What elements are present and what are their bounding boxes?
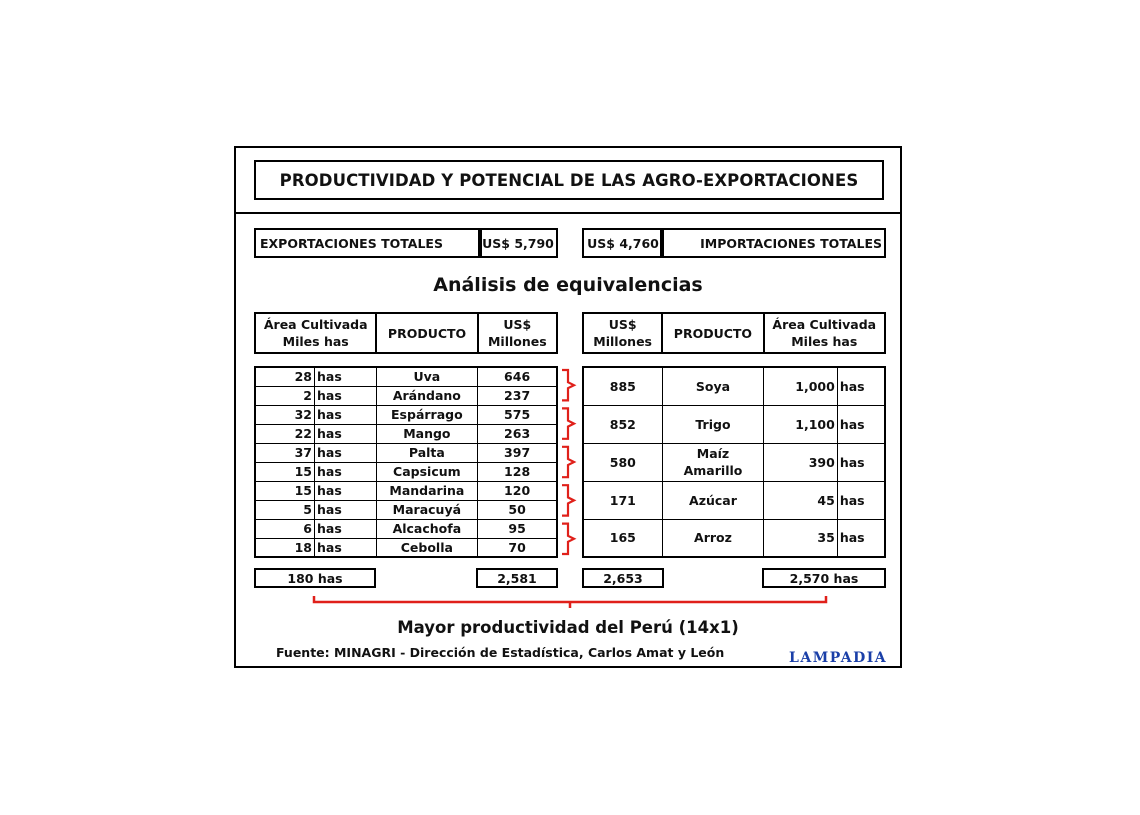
table-row xyxy=(255,519,557,538)
usd-value: 575 xyxy=(478,405,557,424)
product-name: Espárrago xyxy=(376,405,478,424)
usd-value: 95 xyxy=(478,519,557,538)
usd-value: 50 xyxy=(478,500,557,519)
table-row xyxy=(255,424,557,443)
imports-header xyxy=(582,312,886,354)
exports-header xyxy=(254,312,558,354)
product-name: Arándano xyxy=(376,386,478,405)
usd-header xyxy=(583,313,662,353)
group-brackets xyxy=(560,366,580,558)
area-unit: has xyxy=(314,481,376,500)
area-unit: has xyxy=(314,519,376,538)
area-unit: has xyxy=(837,405,885,443)
product-name: Cebolla xyxy=(376,538,478,557)
usd-value: 128 xyxy=(478,462,557,481)
product-name: Maíz Amarillo xyxy=(662,443,764,481)
export-area-total: 180 has xyxy=(254,568,376,588)
area-value: 5 xyxy=(255,500,314,519)
area-header-line1: Área Cultivada xyxy=(772,317,877,332)
usd-value: 237 xyxy=(478,386,557,405)
area-value: 15 xyxy=(255,481,314,500)
table-row xyxy=(583,481,885,519)
imports-total-value: US$ 4,760 xyxy=(582,228,664,258)
table-row xyxy=(255,462,557,481)
area-unit: has xyxy=(314,538,376,557)
table-row xyxy=(255,405,557,424)
table-row xyxy=(255,481,557,500)
subtitle: Análisis de equivalencias xyxy=(433,274,703,296)
area-value: 1,000 xyxy=(764,367,837,405)
imports-table xyxy=(582,366,886,558)
table-row xyxy=(255,500,557,519)
area-value: 390 xyxy=(764,443,837,481)
usd-header-line2: Millones xyxy=(593,334,652,349)
area-value: 2 xyxy=(255,386,314,405)
area-value: 1,100 xyxy=(764,405,837,443)
table-row xyxy=(255,443,557,462)
area-header-line1: Área Cultivada xyxy=(263,317,368,332)
usd-value: 852 xyxy=(583,405,662,443)
usd-header-line1: US$ xyxy=(608,317,637,332)
product-name: Capsicum xyxy=(376,462,478,481)
area-unit: has xyxy=(314,443,376,462)
usd-value: 171 xyxy=(583,481,662,519)
product-name: Palta xyxy=(376,443,478,462)
conclusion: Mayor productividad del Perú (14x1) xyxy=(397,618,739,637)
area-unit: has xyxy=(314,405,376,424)
area-value: 32 xyxy=(255,405,314,424)
product-header: PRODUCTO xyxy=(662,313,763,353)
title-divider xyxy=(236,212,900,214)
group-bracket xyxy=(562,370,574,400)
source-note: Fuente: MINAGRI - Dirección de Estadística, Carlos Amat y León xyxy=(276,645,725,660)
area-unit: has xyxy=(837,443,885,481)
area-value: 45 xyxy=(764,481,837,519)
product-name: Azúcar xyxy=(662,481,764,519)
exports-total-value: US$ 5,790 xyxy=(478,228,558,258)
area-value: 15 xyxy=(255,462,314,481)
usd-value: 70 xyxy=(478,538,557,557)
table-row xyxy=(583,367,885,405)
area-unit: has xyxy=(837,481,885,519)
group-bracket xyxy=(562,447,574,477)
table-row xyxy=(255,538,557,557)
area-unit: has xyxy=(314,500,376,519)
table-row xyxy=(583,443,885,481)
area-unit: has xyxy=(837,367,885,405)
area-unit: has xyxy=(314,386,376,405)
lampadia-logo: LAMPADIA xyxy=(789,650,888,666)
page-title: PRODUCTIVIDAD Y POTENCIAL DE LAS AGRO-EXPORTACIONES xyxy=(254,160,884,200)
usd-value: 580 xyxy=(583,443,662,481)
area-unit: has xyxy=(314,367,376,386)
usd-header-line2: Millones xyxy=(487,334,547,349)
usd-value: 263 xyxy=(478,424,557,443)
table-row xyxy=(583,405,885,443)
exports-table xyxy=(254,366,558,558)
import-area-total: 2,570 has xyxy=(762,568,886,588)
imports-total-label: IMPORTACIONES TOTALES xyxy=(660,228,886,258)
product-header: PRODUCTO xyxy=(376,313,477,353)
usd-header-line1: US$ xyxy=(503,317,532,332)
area-unit: has xyxy=(314,424,376,443)
table-row xyxy=(255,367,557,386)
conclusion-bracket xyxy=(312,594,832,610)
product-name: Mandarina xyxy=(376,481,478,500)
group-bracket xyxy=(562,485,574,515)
usd-value: 120 xyxy=(478,481,557,500)
product-name: Soya xyxy=(662,367,764,405)
product-name: Mango xyxy=(376,424,478,443)
area-header xyxy=(255,313,376,353)
export-usd-total: 2,581 xyxy=(476,568,558,588)
product-name: Maracuyá xyxy=(376,500,478,519)
group-bracket xyxy=(562,408,574,438)
usd-header xyxy=(478,313,557,353)
area-header-line2: Miles has xyxy=(791,334,858,349)
infographic-panel xyxy=(234,146,902,668)
table-row xyxy=(583,519,885,557)
area-header-line2: Miles has xyxy=(282,334,349,349)
area-unit: has xyxy=(837,519,885,557)
area-value: 6 xyxy=(255,519,314,538)
usd-value: 397 xyxy=(478,443,557,462)
usd-value: 646 xyxy=(478,367,557,386)
area-value: 18 xyxy=(255,538,314,557)
product-name: Uva xyxy=(376,367,478,386)
area-value: 37 xyxy=(255,443,314,462)
usd-value: 165 xyxy=(583,519,662,557)
area-header xyxy=(764,313,885,353)
table-row xyxy=(255,386,557,405)
exports-total-label: EXPORTACIONES TOTALES xyxy=(254,228,482,258)
usd-value: 885 xyxy=(583,367,662,405)
area-value: 22 xyxy=(255,424,314,443)
area-unit: has xyxy=(314,462,376,481)
product-name: Trigo xyxy=(662,405,764,443)
area-value: 35 xyxy=(764,519,837,557)
product-name: Arroz xyxy=(662,519,764,557)
import-usd-total: 2,653 xyxy=(582,568,664,588)
product-name: Alcachofa xyxy=(376,519,478,538)
area-value: 28 xyxy=(255,367,314,386)
group-bracket xyxy=(562,524,574,554)
